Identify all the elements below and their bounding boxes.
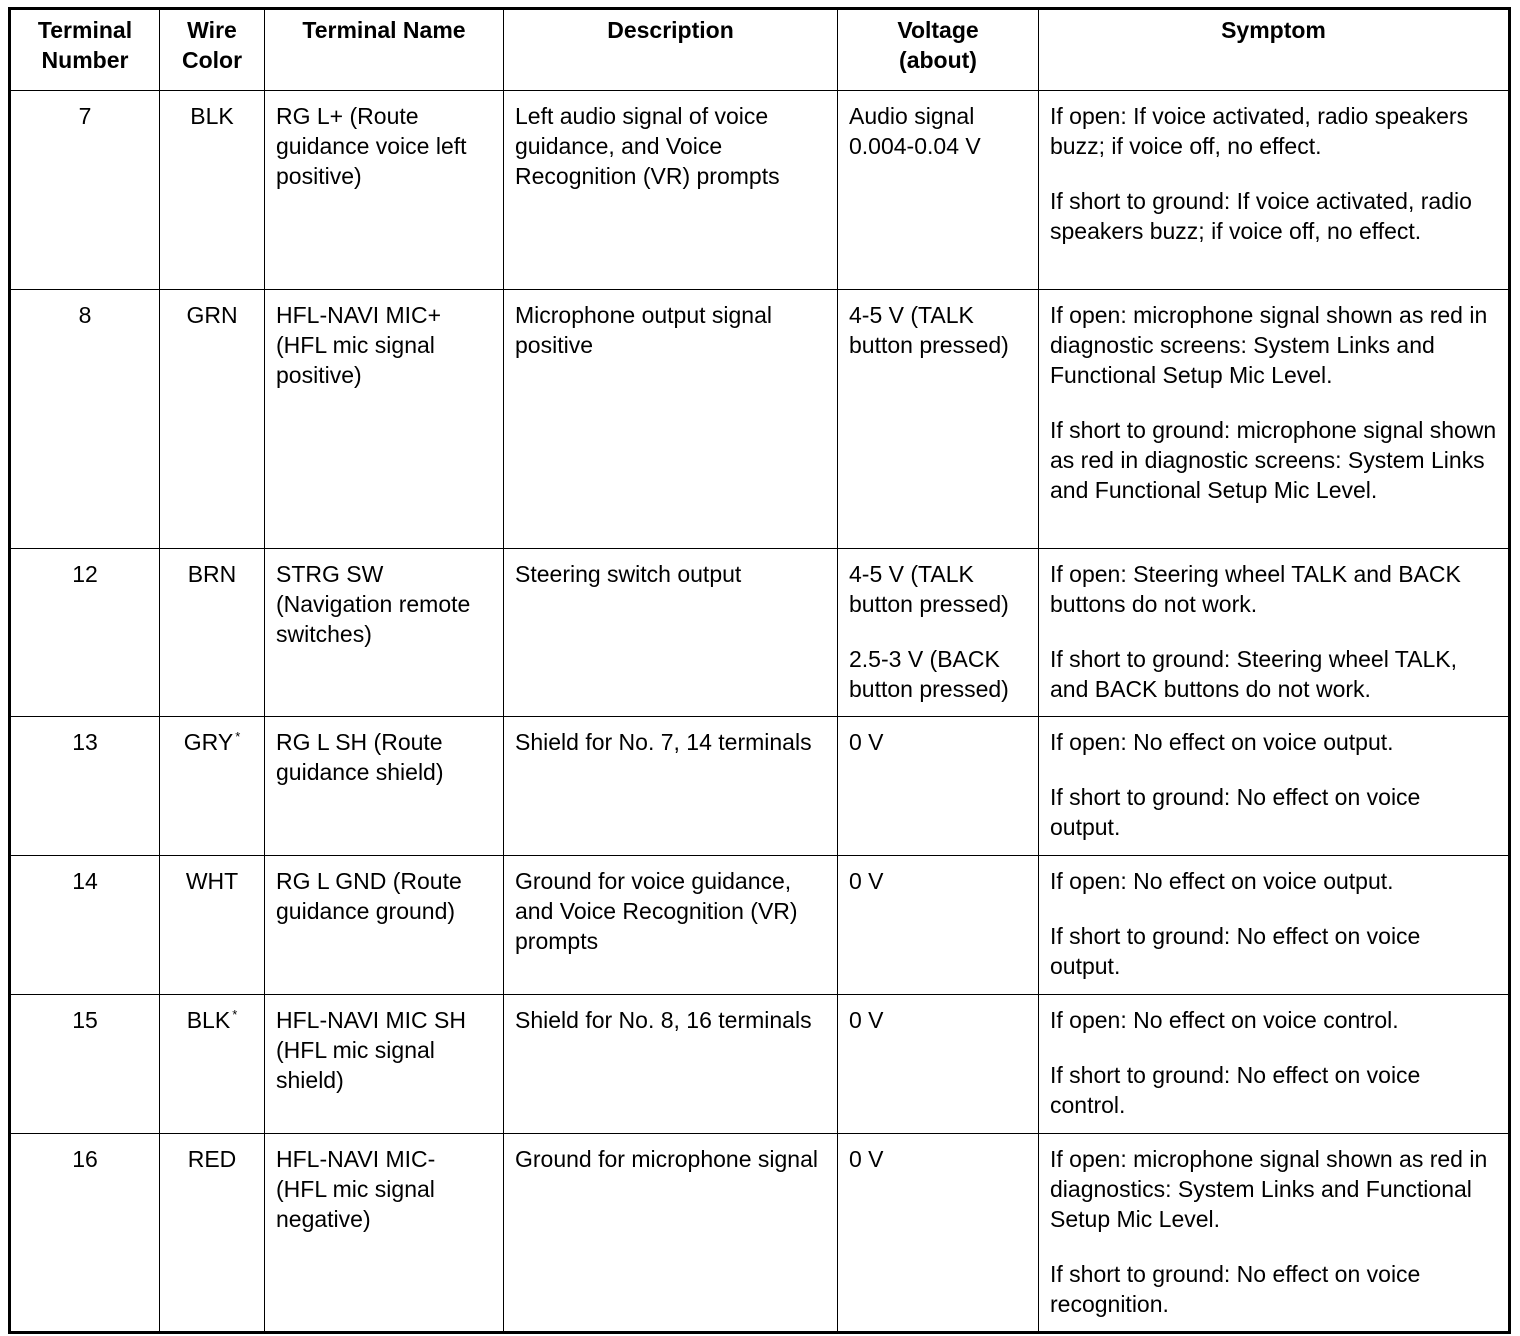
header-voltage: Voltage (about) xyxy=(838,9,1039,91)
wire-color-value: GRN xyxy=(186,302,238,328)
voltage-cell xyxy=(838,290,1039,549)
symptom-short-to-ground: If short to ground: No effect on voice recognition. xyxy=(1050,1261,1421,1317)
wire-color-cell xyxy=(160,717,265,856)
table-body xyxy=(10,91,1510,1333)
symptom-short-to-ground: If short to ground: No effect on voice output. xyxy=(1050,923,1421,979)
header-row xyxy=(10,9,1510,91)
terminal-number-cell: 16 xyxy=(10,1134,160,1333)
table-row xyxy=(10,856,1510,995)
terminal-name-cell: RG L SH (Route guidance shield) xyxy=(265,717,504,856)
header-terminal-name: Terminal Name xyxy=(265,9,504,91)
voltage-cell xyxy=(838,856,1039,995)
symptom-open: If open: microphone signal shown as red in diagnostics: System Links and Functional Setup Mic Level. xyxy=(1050,1146,1488,1232)
symptom-short-to-ground: If short to ground: No effect on voice output. xyxy=(1050,784,1421,840)
terminal-number-cell: 13 xyxy=(10,717,160,856)
symptom-short-to-ground: If short to ground: If voice activated, radio speakers buzz; if voice off, no effect. xyxy=(1050,188,1472,244)
table-row xyxy=(10,290,1510,549)
wire-footnote-mark: * xyxy=(232,1007,238,1023)
voltage-cell xyxy=(838,91,1039,290)
voltage-cell xyxy=(838,549,1039,717)
description-cell: Steering switch output xyxy=(504,549,838,717)
wire-color-value: RED xyxy=(187,1146,237,1172)
terminal-name-cell: RG L+ (Route guidance voice left positive) xyxy=(265,91,504,290)
symptom-open: If open: No effect on voice control. xyxy=(1050,1007,1399,1033)
description-cell: Ground for voice guidance, and Voice Recognition (VR) prompts xyxy=(504,856,838,995)
voltage-value: 0 V xyxy=(849,729,884,755)
voltage-cell xyxy=(838,1134,1039,1333)
terminal-name-cell: HFL-NAVI MIC- (HFL mic signal negative) xyxy=(265,1134,504,1333)
description-cell: Microphone output signal positive xyxy=(504,290,838,549)
description-cell: Ground for microphone signal xyxy=(504,1134,838,1333)
symptom-open: If open: No effect on voice output. xyxy=(1050,729,1394,755)
wire-color-cell xyxy=(160,290,265,549)
terminal-number-cell: 7 xyxy=(10,91,160,290)
voltage-value: Audio signal 0.004-0.04 V xyxy=(849,103,981,159)
header-terminal-number: Terminal Number xyxy=(10,9,160,91)
terminal-number-cell: 15 xyxy=(10,995,160,1134)
wire-color-value: BRN xyxy=(187,561,237,587)
symptom-cell xyxy=(1039,549,1510,717)
description-cell: Shield for No. 7, 14 terminals xyxy=(504,717,838,856)
symptom-short-to-ground: If short to ground: No effect on voice control. xyxy=(1050,1062,1421,1118)
wire-color-value: BLK xyxy=(190,103,234,129)
terminal-name-cell: STRG SW (Navigation remote switches) xyxy=(265,549,504,717)
voltage-cell xyxy=(838,717,1039,856)
header-symptom: Symptom xyxy=(1039,9,1510,91)
table-row xyxy=(10,91,1510,290)
wire-color-cell xyxy=(160,1134,265,1333)
wire-footnote-mark: * xyxy=(235,729,241,745)
description-cell: Left audio signal of voice guidance, and Voice Recognition (VR) prompts xyxy=(504,91,838,290)
table-row xyxy=(10,549,1510,717)
symptom-cell xyxy=(1039,856,1510,995)
wire-color-cell xyxy=(160,549,265,717)
voltage-value: 0 V xyxy=(849,1007,884,1033)
symptom-open: If open: No effect on voice output. xyxy=(1050,868,1394,894)
wire-color-cell xyxy=(160,995,265,1134)
terminal-number-cell: 14 xyxy=(10,856,160,995)
terminal-number-cell: 8 xyxy=(10,290,160,549)
symptom-open: If open: Steering wheel TALK and BACK buttons do not work. xyxy=(1050,561,1461,617)
symptom-cell xyxy=(1039,717,1510,856)
wire-color-value: GRY xyxy=(183,729,234,755)
voltage-value: 4-5 V (TALK button pressed) xyxy=(849,561,1009,617)
description-cell: Shield for No. 8, 16 terminals xyxy=(504,995,838,1134)
symptom-open: If open: microphone signal shown as red in diagnostic screens: System Links and Functional Setup Mic Level. xyxy=(1050,302,1488,388)
table-row xyxy=(10,717,1510,856)
header-wire-color: Wire Color xyxy=(160,9,265,91)
wire-color-cell xyxy=(160,91,265,290)
header-description: Description xyxy=(504,9,838,91)
wire-color-cell xyxy=(160,856,265,995)
symptom-short-to-ground: If short to ground: Steering wheel TALK, and BACK buttons do not work. xyxy=(1050,646,1457,702)
symptom-short-to-ground: If short to ground: microphone signal shown as red in diagnostic screens: System Links and Functional Setup Mic Level. xyxy=(1050,417,1497,503)
voltage-cell xyxy=(838,995,1039,1134)
symptom-cell xyxy=(1039,1134,1510,1333)
voltage-value: 0 V xyxy=(849,868,884,894)
symptom-open: If open: If voice activated, radio speakers buzz; if voice off, no effect. xyxy=(1050,103,1469,159)
terminal-name-cell: HFL-NAVI MIC+ (HFL mic signal positive) xyxy=(265,290,504,549)
terminal-number-cell: 12 xyxy=(10,549,160,717)
symptom-cell xyxy=(1039,995,1510,1134)
table-row xyxy=(10,995,1510,1134)
table-row xyxy=(10,1134,1510,1333)
terminal-name-cell: RG L GND (Route guidance ground) xyxy=(265,856,504,995)
voltage-value: 0 V xyxy=(849,1146,884,1172)
wire-color-value: WHT xyxy=(185,868,239,894)
symptom-cell xyxy=(1039,290,1510,549)
terminal-name-cell: HFL-NAVI MIC SH (HFL mic signal shield) xyxy=(265,995,504,1134)
terminal-spec-table xyxy=(8,7,1511,1334)
wire-color-value: BLK xyxy=(186,1007,231,1033)
voltage-value: 2.5-3 V (BACK button pressed) xyxy=(849,646,1009,702)
symptom-cell xyxy=(1039,91,1510,290)
voltage-value: 4-5 V (TALK button pressed) xyxy=(849,302,1009,358)
